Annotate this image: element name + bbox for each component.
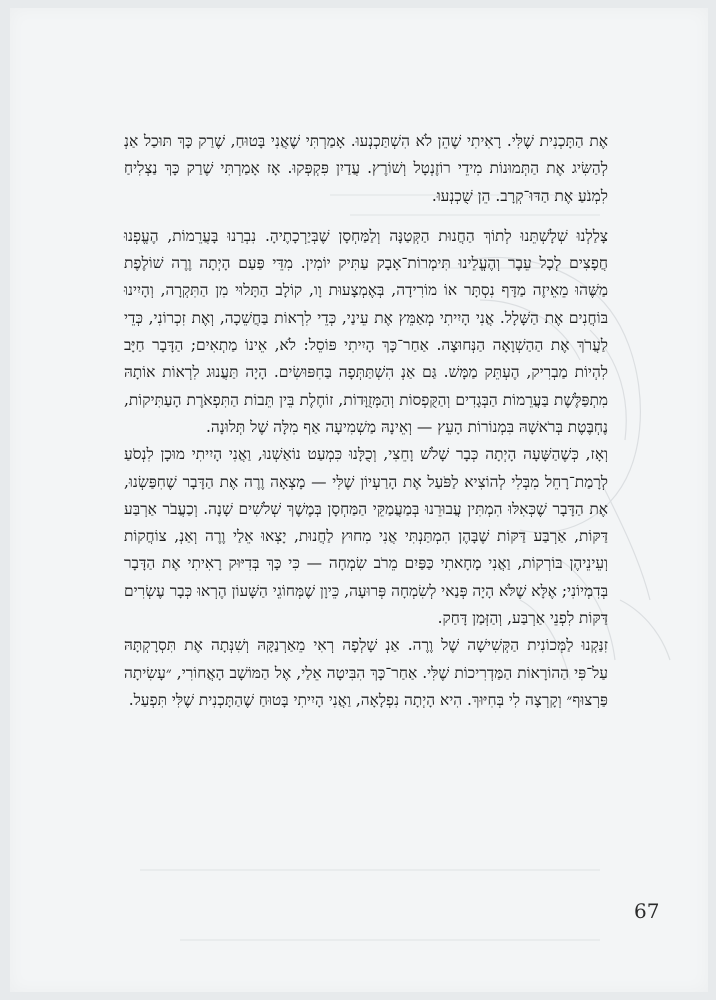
body-text: [124, 128, 608, 714]
paragraph-4: זִנַּקְנוּ לַמְּכוֹנִית הַקְּשִׁישָׁה שֶׁל וֶרֶה. אַנְ שָׁלְפָה רְאִי מֵאַרְנַקָּהּ וְשִׁנְּתָה אֶת תִּסְרָקְתָּהּ עַל־פִּי הַהוֹרָאוֹת הַמַּדְרִיכוֹת שֶׁלִּי. אַחַר־כָּךְ הִבִּיטָה אֵלַי, אֶל הַמּוֹשָׁב הָאֲחוֹרִי, ״עָשִׂיתָה פַּרְצוּף״ וְקָרְצָה לִי בְּחִיּוּךְ. הִיא הָיְתָה נִפְלָאָה, וַאֲנִי הָיִיתִי בָּטוּחַ שֶׁהַתָּכְנִית שֶׁלִּי תִּפְעַל.: [124, 636, 608, 709]
paragraph-2: צָלַלְנוּ שְׁלָשְׁתֵּנוּ לְתוֹךְ הַחֲנוּת הַקְּטַנָּה וְלַמַּחְסָן שֶׁבְּיַרְכָתֶיהָ. נִבְרַנוּ בָּעֲרֵמוֹת, הֶעֱפְנוּ חֲפָצִים לְכָל עֵבֶר וְהֶעֱלֵינוּ תִּימְרוֹת־אָבָק עַתִּיק יוֹמִין. מִדֵּי פַּעַם הָיְתָה וֶרֶה שׁוֹלֶפֶת מַשֶּׁהוּ מֵאֵיזֶה מַדָּף נִסְתָּר אוֹ מוֹרִידָה, בְּאֶמְצָעוּת וָו, קוֹלָב הַתָּלוּי מִן הַתִּקְרָה, וְהָיִינוּ בּוֹחֲנִים אֶת הַשָּׁלָל. אֲנִי הָיִיתִי מְאַמֵּץ אֶת עֵינַי, כְּדֵי לִרְאוֹת בַּחֲשֵׁכָה, וְאֶת זִכְרוֹנִי, כְּדֵי לַעֲרֹךְ אֶת הַהַשְׁוָאָה הַנְּחוּצָה. אַחַר־כָּךְ הָיִיתִי פּוֹסֵל: לֹא, אֵינוֹ מַתְאִים; הַדָּבָר חַיָּב לִהְיוֹת מַבְרִיק, הֶעְתֵּק מַמָּשׁ. גַּם אַנְ הִשְׁתַּתְּפָה בַּחִפּוּשִׂים. הָיָה תַּעֲנוּג לִרְאוֹת אוֹתָהּ מִתְפַּלֶּשֶׁת בַּעֲרֵמוֹת הַבְּגָדִים וְהַקֻּפְסוֹת וְהַמְּזֻוָּדוֹת, זוֹחֶלֶת בֵּין תֵּבוֹת הַתִּפְאֹרֶת הָעַתִּיקוֹת, נֶחְבֶּטֶת בְּרֹאשָׁהּ בִּמְנוֹרוֹת הָעֵץ — וְאֵינָהּ מַשְׁמִיעָה אַף מִלָּה שֶׁל תְּלוּנָה.: [124, 226, 608, 436]
page-number: 67: [634, 899, 660, 923]
paragraph-1: אֶת הַתָּכְנִית שֶׁלִּי. רָאִיתִי שֶׁהֵן לֹא הִשְׁתַּכְנְעוּ. אָמַרְתִּי שֶׁאֲנִי בָּטוּחַ, שֶׁרַק כָּךְ תּוּכַל אַנְ לְהַשִּׂיג אֶת הַתְּמוּנוֹת מִידֵי רוֹזֶנְטָל וְשׁוֹרֶץ. עֲדַיִן פִּקְפְּקוּ. אָז אָמַרְתִּי שֶׁרַק כָּךְ נַצְלִיחַ לִמְנֹעַ אֶת הַדּוּ־קְרָב. הֵן שֻׁכְנְעוּ.: [124, 132, 608, 205]
paragraph-3: וְאָז, כְּשֶׁהַשָּׁעָה הָיְתָה כְּבָר שָׁלֹשׁ וָחֵצִי, וְכֻלָּנוּ כִּמְעַט נוֹאַשְׁנוּ, וַאֲנִי הָיִיתִי מוּכָן לִנְסֹעַ לְרָמַת־רָחֵל מִבְּלִי לְהוֹצִיא לַפֹּעַל אֶת הָרַעְיוֹן שֶׁלִּי — מָצְאָה וֶרֶה אֶת הַדָּבָר שֶׁחִפַּשְׂנוּ, אֶת הַדָּבָר שֶׁכְּאִלּוּ הִמְתִּין עֲבוּרֵנוּ בְּמַעֲמַקֵּי הַמַּחְסָן בְּמֶשֶׁךְ שְׁלֹשִׁים שָׁנָה. וְכַעֲבֹר אַרְבַּע דַּקּוֹת, אַרְבַּע דַּקּוֹת שֶׁבָּהֶן הִמְתַּנְתִּי אֲנִי מִחוּץ לַחֲנוּת, יָצְאוּ אֵלַי וֶרֶה וְאַנְ, צוֹחֲקוֹת וְעֵינֵיהֶן בּוֹרְקוֹת, וַאֲנִי מָחָאתִי כַּפַּיִם מֵרֹב שִׂמְחָה — כִּי כָּךְ בְּדִיּוּק רָאִיתִי אֶת הַדָּבָר בְּדִמְיוֹנִי; אֶלָּא שֶׁלֹּא הָיָה פְּנַאי לְשִׂמְחָה פְּרוּעָה, כֵּיוָן שֶׁמְּחוֹגֵי הַשָּׁעוֹן הֶרְאוּ כְּבָר עֶשְׂרִים דַּקּוֹת לִפְנֵי אַרְבַּע, וְהַזְּמַן דָּחַק.: [124, 445, 608, 628]
